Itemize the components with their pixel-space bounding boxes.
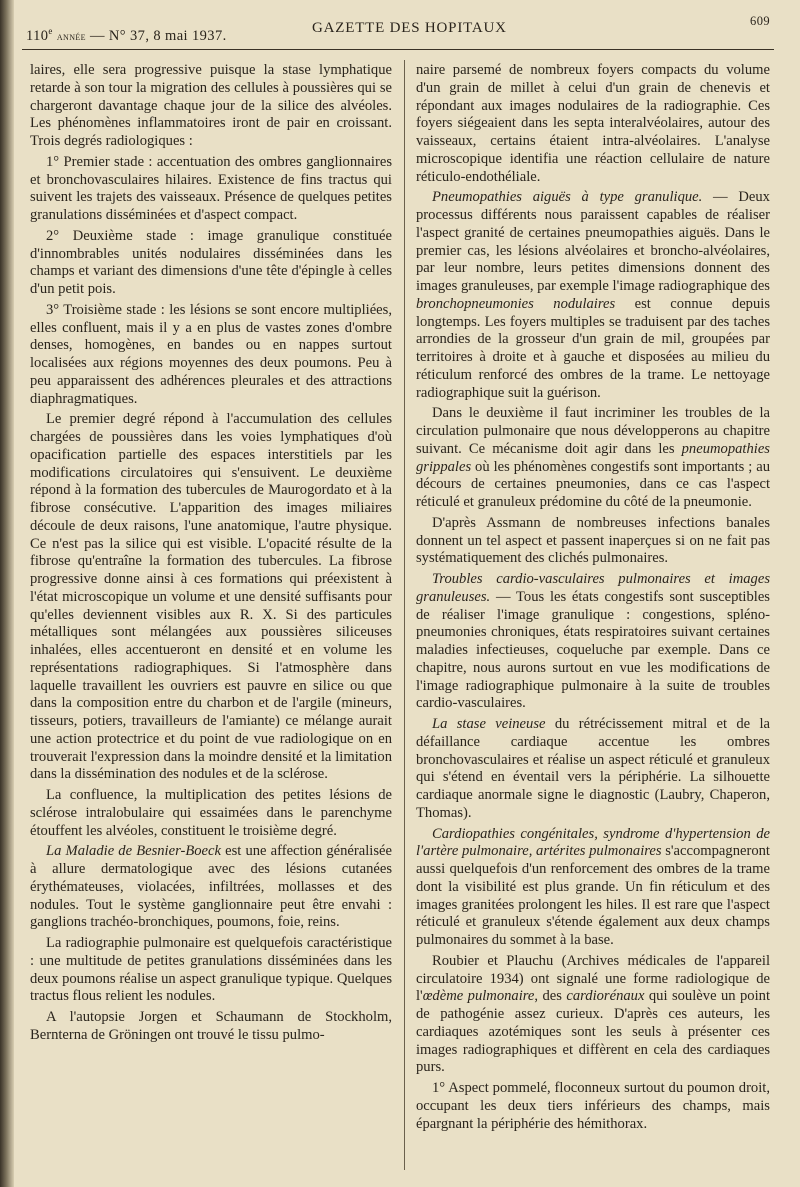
paragraph-text: — Deux processus différents nous paraissent capables de réaliser l'aspect granité de certaines pneumopathies aiguës. Dans le premier cas, les lésions alvéolaires et broncho-alvéolaires, par leur nombre, leurs petites dimensions donnent des images granuleuses, par exemple l'image radiographique des	[416, 189, 770, 294]
paragraph	[416, 62, 770, 186]
paragraph	[416, 405, 770, 512]
header-rule	[22, 49, 774, 50]
paragraph-text: A l'autopsie Jorgen et Schaumann de Stockholm, Bernterna de Gröningen ont trouvé le tissu pulmo-	[30, 1009, 392, 1043]
paragraph	[416, 826, 770, 950]
paragraph-text: La confluence, la multiplication des petites lésions de sclérose intralobulaire qui essaimées dans le parenchyme étouffent les alvéoles, constituent le troisième degré.	[30, 787, 392, 839]
italic-term: Cardiopathies congénitales, syndrome d'hypertension de l'artère pulmonaire, artérites pulmonaires	[416, 825, 770, 860]
paragraph-text: du rétrécissement mitral et de la défaillance cardiaque accentue les ombres bronchovasculaires et réalise un aspect réticulé et granuleux qui s'étend en éventail vers la périphérie. La silhouette cardiaque anormale signe le diagnostic (Laubry, Chaperon, Thomas).	[416, 716, 771, 821]
italic-term: bronchopneumonies nodulaires	[416, 295, 616, 312]
paragraph	[30, 935, 392, 1006]
paragraph-text: 1° Aspect pommelé, floconneux surtout du poumon droit, occupant les deux tiers inférieurs des champs, mais épargnant la périphérie des hémithorax.	[416, 1080, 770, 1132]
paragraph	[30, 843, 392, 932]
italic-term: Pneumopathies aiguës à type granulique.	[432, 189, 703, 206]
paragraph	[30, 228, 392, 299]
paragraph-text: 3° Troisième stade : les lésions se sont encore multipliées, elles confluent, mais il y a en plus de vastes zones d'ombre denses, homogènes, en bandes ou en nappes surtout localisées aux régions moyennes des deux poumons. Peu à peu apparaissent des adhérences pleurales et des attractions diaphragmatiques.	[30, 301, 392, 407]
paragraph	[416, 515, 770, 568]
paragraph-text: est une affection généralisée à allure dermatologique avec des lésions cutanées érythémateuses, violacées, infiltrées, mollasses et des nodules. Tout le système ganglionnaire peut être envahi : ganglions trachéo-bronchiques, poumons, foie, reins.	[30, 843, 392, 931]
left-column	[30, 62, 392, 1045]
italic-term: œdème pulmonaire	[422, 988, 535, 1005]
paragraph-text: D'après Assmann de nombreuses infections banales donnent un tel aspect et passent inaperçues si on ne fait pas systématiquement des clichés pulmonaires.	[416, 514, 770, 567]
paragraph-text: 2° Deuxième stade : image granulique constituée d'innombrables unités nodulaires disséminées dans les champs et variant des dimensions d'une tête d'épingle à celles d'un petit pois.	[30, 227, 392, 297]
paragraph	[416, 953, 770, 1077]
paragraph	[416, 1080, 770, 1133]
paragraph	[30, 154, 392, 225]
paragraph-text: Dans le deuxième il faut incriminer les troubles de la circulation pulmonaire que nous développerons au chapitre suivant. Ce mécanisme doit agir dans les	[416, 405, 770, 457]
paragraph-text: naire parsemé de nombreux foyers compacts du volume d'un grain de millet à celui d'un grain de chenevis et répondant aux images nodulaires de la radiographie. Ces foyers siégeaient dans les septa interalvéolaires, autour des vaisseaux, certains étaient intra-alvéolaires. L'analyse microscopique identifia une réaction cellulaire de nature réticulo-endothéliale.	[416, 62, 770, 185]
issue-info	[26, 26, 227, 45]
paragraph	[416, 716, 770, 823]
paragraph	[416, 571, 770, 713]
paragraph-text: 1° Premier stade : accentuation des ombres ganglionnaires et bronchovasculaires hilaires. Existence de fins tractus qui suivent les trajets des vaisseaux. Présence de quelques petites granulations disséminées et d'aspect compact.	[30, 153, 392, 223]
edition-sup: e	[48, 26, 53, 36]
edition-number: 110	[26, 27, 49, 44]
paragraph	[30, 62, 392, 151]
page-binding-edge	[0, 0, 14, 1187]
paragraph	[30, 1009, 392, 1045]
journal-title: GAZETTE DES HOPITAUX	[312, 20, 507, 36]
italic-term: cardiorénaux	[566, 988, 645, 1005]
issue-number-date: — N° 37, 8 mai 1937.	[85, 27, 227, 44]
paragraph-text: est connue depuis longtemps. Les foyers multiples se traduisent par des taches arrondies de la grosseur d'un grain de mil, groupées par territoires à droite et à gauche et disposées au milieu du réticulum renforcé des ombres de la trame. Le nettoyage radiographique suit la guérison.	[416, 295, 770, 401]
paragraph	[416, 189, 770, 402]
running-header	[22, 14, 770, 50]
paragraph	[30, 787, 392, 840]
italic-term: La stase veineuse	[432, 716, 546, 732]
paragraph-text: laires, elle sera progressive puisque la stase lymphatique retarde à son tour la migration des cellules à poussières qui se chargeront davantage chaque jour de la silice des alvéoles. Les phénomènes inflammatoires iront de pair en croissant. Trois degrés radiologiques :	[30, 62, 392, 149]
italic-term: La Maladie de Besnier-Boeck	[46, 843, 221, 860]
paragraph-text: où les phénomènes congestifs sont importants ; au décours de certaines pneumonies, dans ce cas l'aspect réticulé et granuleux prédomine du côté de la pneumonie.	[416, 458, 770, 510]
paragraph-text: qui soulève un point de pathogénie assez curieux. D'après ces auteurs, les cardiaques azotémiques sont les seuls à présenter ces images radiographiques et diffèrent en cela des cardiaques purs.	[416, 988, 770, 1076]
paragraph-text: — Tous les états congestifs sont susceptibles de réaliser l'image granulique : congestions, spléno-pneumonies chroniques, états respiratoires suivant certaines maladies infectieuses, coqueluche par exemple. Dans ce chapitre, nous aurons surtout en vue les modifications de l'image radiographique pulmonaire à la suite de troubles cardio-vasculaires.	[416, 588, 770, 712]
page-number: 609	[750, 14, 770, 28]
italic-term: pneumopathies grippales	[416, 440, 770, 475]
paragraph-text: Le premier degré répond à l'accumulation des cellules chargées de poussières dans les voies lymphatiques d'où opacification partielle des espaces interstitiels par les modifications circulatoires qui s'ensuivent. Le deuxième répond à la formation des tubercules de Maurogordato et à la fibrose consécutive. L'apparition des images miliaires découle de deux raisons, l'une anatomique, l'autre physique. Ce n'est pas la silice qui est visible. L'opacité résulte de la fibrose qu'entraîne la formation des tubercules. La fibrose progressive donne ainsi à ces formations qui préexistent à l'état microscopique un volume et une densité suffisants pour qu'elles deviennent visibles aux R. X. Si des particules métalliques sont mélangées aux poussières siliceuses inhalées, elles accentueront en densité et en volume les représentations radiographiques. Si l'atmosphère dans laquelle travaillent les ouvriers est pauvre en silice ou que dans la composition entre du charbon et de l'argile (mineurs, tisseurs, potiers, travailleurs de l'amiante) ce mélange aurait une action protectrice et du point de vue radiologique on en trouverait l'expression dans la moindre densité et la limitation dans la dissémination des nodules et de la sclérose.	[30, 411, 392, 783]
paragraph-text: Roubier et Plauchu (Archives médicales de l'appareil circulatoire 1934) ont signalé une forme radiologique de l'	[416, 952, 770, 1005]
paragraph	[30, 302, 392, 409]
paragraph-text: s'accompagneront aussi quelquefois d'un renforcement des ombres de la trame dont la visibilité est plus grande. Un fin réticulum et des images granitées prolongent les hiles. Il est rare que l'aspect réticulé et granuleux s'étende également aux deux champs pulmonaires du sommet à la base.	[416, 843, 770, 948]
edition-word: année	[56, 28, 86, 43]
right-column	[416, 62, 770, 1133]
paragraph-text: , des	[534, 988, 567, 1005]
column-rule	[404, 60, 405, 1170]
paragraph	[30, 411, 392, 784]
paragraph-text: La radiographie pulmonaire est quelquefois caractéristique : une multitude de petites granulations disséminées dans les deux poumons réalise un aspect granulique typique. Quelques tractus flous relient les nodules.	[30, 935, 392, 1005]
italic-term: Troubles cardio-vasculaires pulmonaires et images granuleuses.	[416, 571, 770, 605]
